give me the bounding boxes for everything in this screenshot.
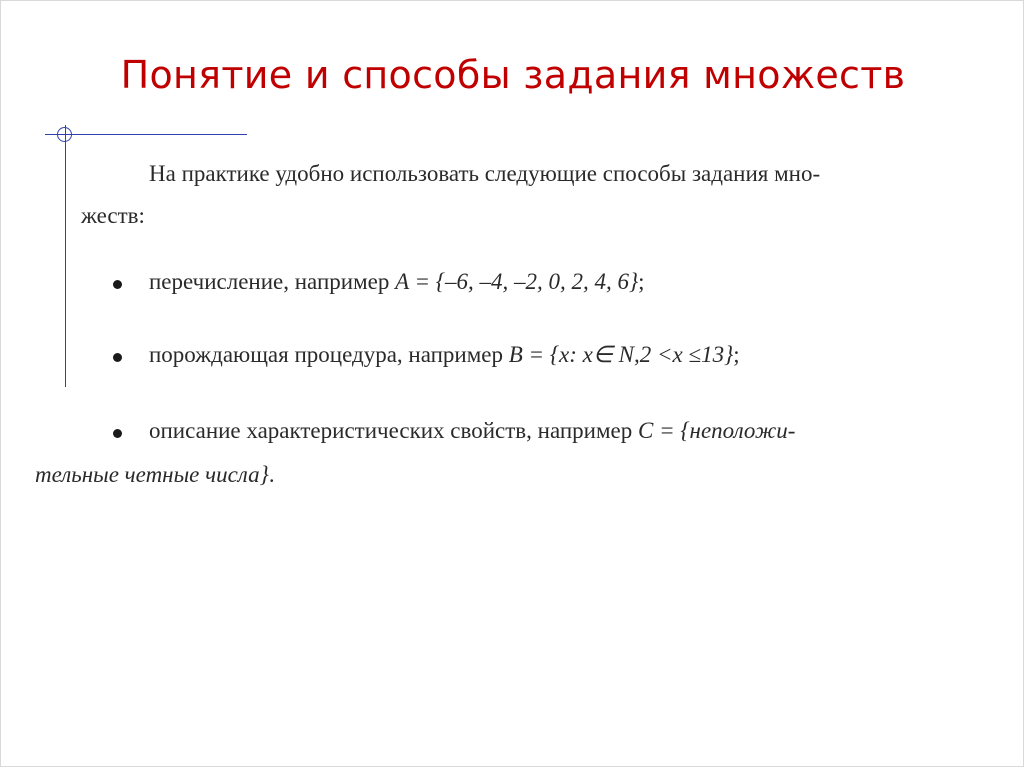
set-c-formula-continuation: тельные четные числа} [35,462,269,487]
list-item-text: описание характеристических свойств, например [149,418,638,443]
list-item-continuation [35,462,275,488]
list-item-generating-procedure [149,342,740,368]
intro-line-2: жеств: [81,203,145,228]
margin-guide-circle-icon [57,127,72,142]
set-a-formula: A = {–6, –4, –2, 0, 2, 4, 6} [395,269,639,294]
list-item-end: . [268,462,275,487]
bullet-dot-1 [113,280,122,289]
set-c-formula: C = {неположи- [638,418,796,443]
margin-guide-vertical [65,125,66,387]
margin-guide-horizontal [45,134,247,135]
list-item-text: порождающая процедура, например [149,342,509,367]
bullet-dot-3 [113,429,122,438]
list-item-enumeration [149,269,645,295]
slide-title: Понятие и способы задания множеств [120,53,906,97]
set-b-formula: B = {x: x∈ N,2 <x ≤13} [508,342,734,367]
intro-line-1: На практике удобно использовать следующие способы задания мно- [149,161,821,186]
list-item-end: ; [733,342,740,367]
bullet-dot-2 [113,353,122,362]
list-item-end: ; [638,269,645,294]
list-item-text: перечисление, например [149,269,396,294]
list-item-characteristic-properties [149,418,795,444]
